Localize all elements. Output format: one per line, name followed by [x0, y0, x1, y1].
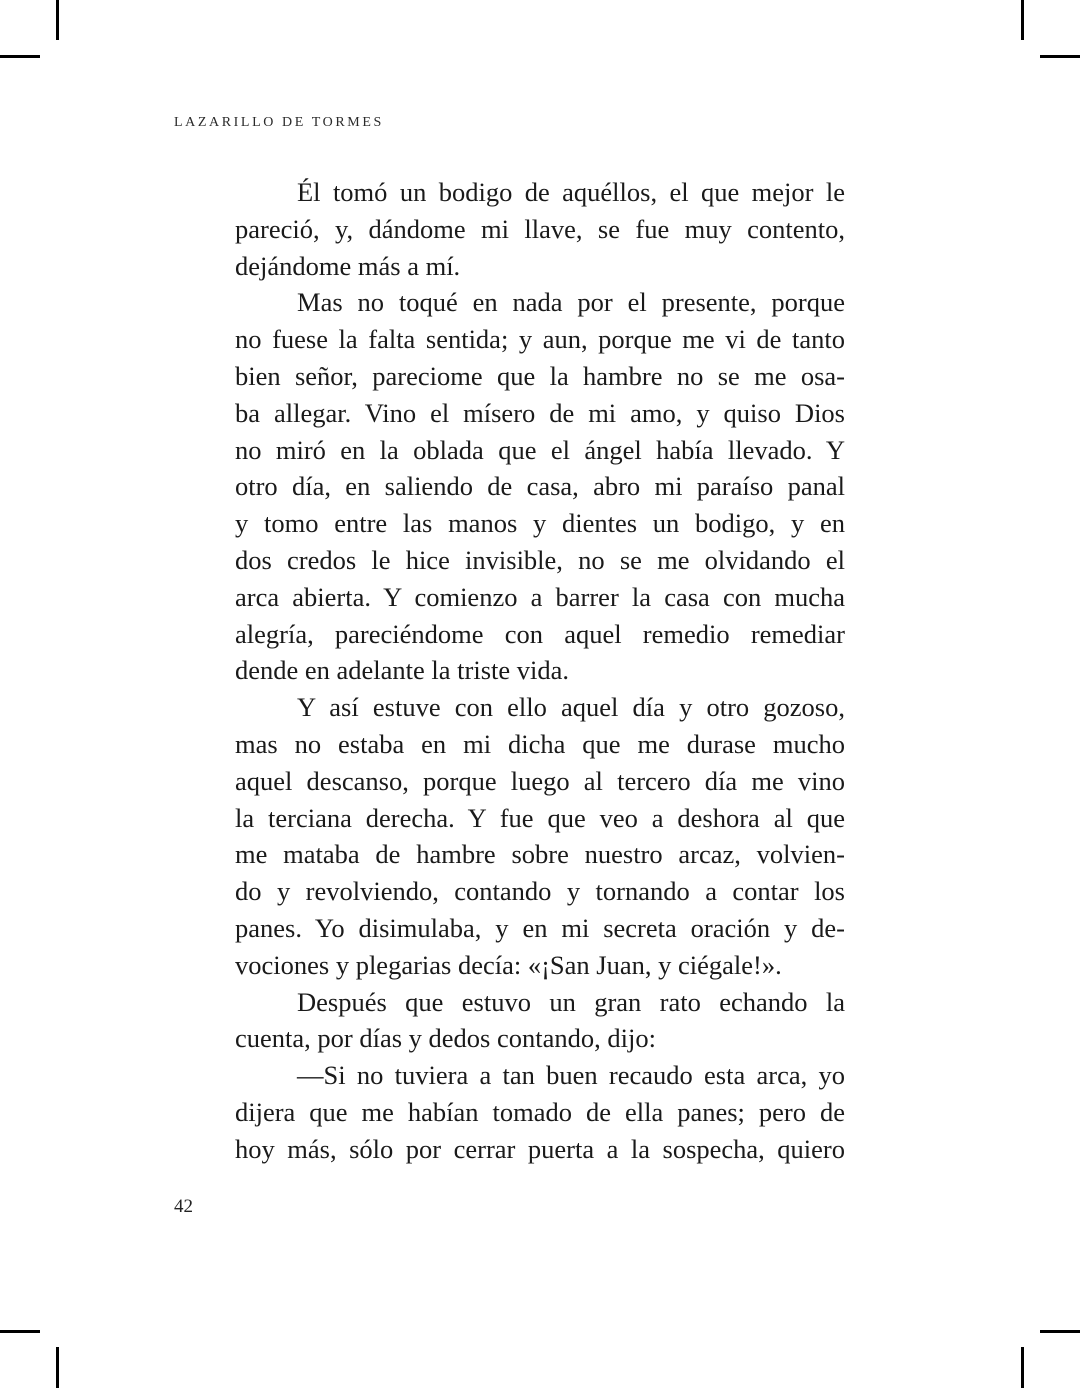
crop-mark-bottom-left-vertical — [56, 1347, 59, 1388]
text-line: pareció, y, dándome mi llave, se fue muy contento, — [235, 213, 845, 244]
paragraph — [235, 174, 845, 284]
text-line: vociones y plegarias decía: «¡San Juan, y ciégale!». — [235, 949, 782, 980]
text-line: bien señor, pareciome que la hambre no se me osa- — [235, 360, 845, 391]
text-line: me mataba de hambre sobre nuestro arcaz, volvien- — [235, 839, 845, 870]
crop-mark-bottom-right-vertical — [1021, 1347, 1024, 1388]
crop-mark-top-left-vertical — [56, 0, 59, 40]
text-line: Después que estuvo un gran rato echando la — [297, 986, 845, 1017]
crop-mark-bottom-right-horizontal — [1040, 1330, 1080, 1333]
text-line: arca abierta. Y comienzo a barrer la casa con mucha — [235, 581, 845, 612]
text-line: dijera que me habían tomado de ella panes; pero de — [235, 1096, 845, 1127]
crop-mark-bottom-left-horizontal — [0, 1330, 40, 1333]
crop-mark-top-right-vertical — [1021, 0, 1024, 40]
running-head: LAZARILLO DE TORMES — [174, 115, 384, 130]
text-line: panes. Yo disimulaba, y en mi secreta oración y de- — [235, 912, 845, 943]
text-line: dejándome más a mí. — [235, 250, 461, 281]
paragraph — [235, 284, 845, 689]
paragraph — [235, 984, 845, 1058]
text-line: Él tomó un bodigo de aquéllos, el que mejor le — [297, 177, 845, 207]
text-line: no miró en la oblada que el ángel había llevado. Y — [235, 434, 845, 465]
text-line: ba allegar. Vino el mísero de mi amo, y quiso Dios — [235, 397, 845, 428]
crop-mark-top-left-horizontal — [0, 55, 40, 58]
page-number: 42 — [174, 1196, 193, 1217]
text-line: otro día, en saliendo de casa, abro mi paraíso panal — [235, 471, 845, 502]
text-line: no fuese la falta sentida; y aun, porque me vi de tanto — [235, 324, 845, 355]
body-text — [235, 174, 845, 1168]
text-line: aquel descanso, porque luego al tercero día me vino — [235, 765, 845, 796]
text-line: —Si no tuviera a tan buen recaudo esta arca, yo — [297, 1060, 845, 1091]
text-line: hoy más, sólo por cerrar puerta a la sospecha, quiero — [235, 1133, 845, 1164]
text-line: dende en adelante la triste vida. — [235, 655, 570, 686]
paragraph — [235, 1057, 845, 1167]
paragraph — [235, 689, 845, 983]
text-line: mas no estaba en mi dicha que me durase mucho — [235, 728, 845, 759]
text-line: do y revolviendo, contando y tornando a contar los — [235, 876, 845, 907]
text-line: cuenta, por días y dedos contando, dijo: — [235, 1023, 656, 1054]
text-line: alegría, pareciéndome con aquel remedio remediar — [235, 618, 845, 649]
text-line: dos credos le hice invisible, no se me olvidando el — [235, 544, 845, 575]
text-line: Mas no toqué en nada por el presente, porque — [297, 287, 845, 318]
text-line: la terciana derecha. Y fue que veo a deshora al que — [235, 802, 845, 833]
text-line: Y así estuve con ello aquel día y otro gozoso, — [297, 692, 845, 723]
crop-mark-top-right-horizontal — [1040, 55, 1080, 58]
text-line: y tomo entre las manos y dientes un bodigo, y en — [235, 508, 845, 539]
